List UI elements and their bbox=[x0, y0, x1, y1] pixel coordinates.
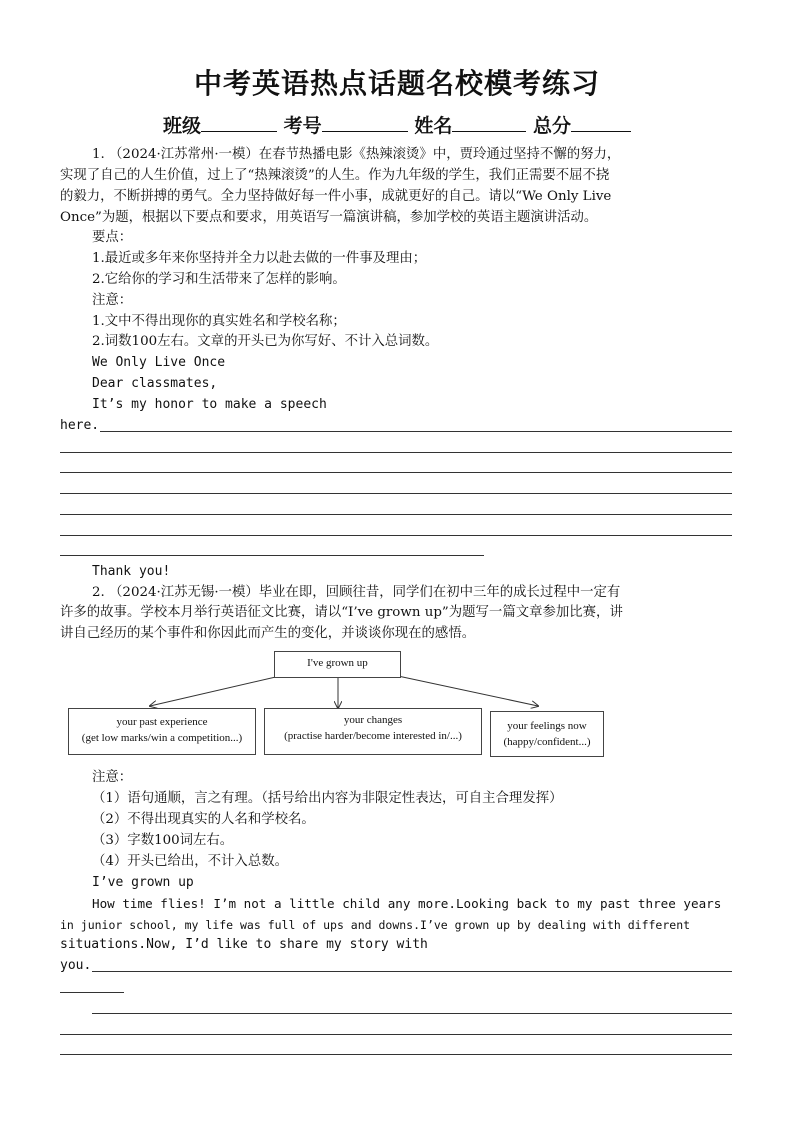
diagram-changes-box bbox=[264, 708, 482, 755]
q2-para-line3: situations.Now, I’d like to share my story with bbox=[60, 937, 428, 952]
q2-answer-line[interactable] bbox=[60, 1054, 732, 1055]
q1-answer-line[interactable] bbox=[60, 472, 732, 473]
q1-point-1: 1.最近或多年来你坚持并全力以赴去做的一件事及理由； bbox=[92, 251, 427, 266]
q1-here: here. bbox=[60, 418, 100, 433]
q1-answer-line[interactable] bbox=[60, 535, 732, 536]
q1-prompt-line1: 1. （2024·江苏常州·一模）在春节热播电影《热辣滚烫》中，贾玲通过坚持不懈的努力， bbox=[92, 147, 621, 162]
class-label: 班级 bbox=[163, 115, 202, 137]
diagram-past-title: your past experience bbox=[116, 716, 208, 728]
q1-essay-title: We Only Live Once bbox=[92, 355, 226, 370]
q2-note-3: （3）字数100词左右。 bbox=[92, 833, 234, 848]
name-blank[interactable] bbox=[452, 113, 526, 132]
q1-closing: Thank you! bbox=[92, 564, 171, 579]
diagram-changes-title: your changes bbox=[343, 714, 403, 726]
diagram-feelings-box bbox=[490, 711, 604, 757]
diagram-root-box bbox=[274, 651, 401, 678]
q1-note-2: 2.词数100左右。文章的开头已为你写好、不计入总词数。 bbox=[92, 334, 439, 349]
q2-essay-title: I’ve grown up bbox=[92, 875, 194, 890]
q1-notes-label: 注意： bbox=[92, 293, 133, 308]
q1-answer-line[interactable] bbox=[60, 452, 732, 453]
page-title: 中考英语热点话题名校模考练习 bbox=[193, 67, 600, 100]
name-label: 姓名 bbox=[414, 115, 453, 137]
student-info-row bbox=[0, 111, 794, 138]
q2-para-line1: How time flies! I’m not a little child any more.Looking back to my past three years bbox=[92, 896, 722, 911]
q1-opening: It’s my honor to make a speech bbox=[92, 397, 327, 412]
q1-prompt-line4: Once”为题，根据以下要点和要求，用英语写一篇演讲稿，参加学校的英语主题演讲活动。 bbox=[60, 210, 598, 225]
q1-point-2: 2.它给你的学习和生活带来了怎样的影响。 bbox=[92, 272, 346, 287]
q2-answer-line[interactable] bbox=[92, 971, 732, 972]
q1-prompt-line3: 的毅力，不断拼搏的勇气。全力坚持做好每一件小事，成就更好的自己。请以“We Only Live bbox=[60, 189, 612, 204]
q2-prompt-line3: 讲自己经历的某个事件和你因此而产生的变化，并谈谈你现在的感悟。 bbox=[60, 626, 476, 641]
number-blank[interactable] bbox=[322, 113, 408, 132]
q1-answer-line[interactable] bbox=[100, 431, 732, 432]
diagram-changes-sub: (practise harder/become interested in/...) bbox=[284, 730, 462, 742]
diagram-past-sub: (get low marks/win a competition...) bbox=[81, 732, 243, 744]
diagram-past-box bbox=[68, 708, 256, 755]
score-blank[interactable] bbox=[571, 113, 631, 132]
q1-answer-line[interactable] bbox=[60, 493, 732, 494]
q2-answer-line[interactable] bbox=[92, 1013, 732, 1014]
class-blank[interactable] bbox=[201, 113, 277, 132]
diagram-root-label: I've grown up bbox=[307, 657, 368, 669]
q1-note-1: 1.文中不得出现你的真实姓名和学校名称； bbox=[92, 314, 346, 329]
q1-prompt-line2: 实现了自己的人生价值，过上了“热辣滚烫”的人生。作为九年级的学生，我们正需要不屈不挠 bbox=[60, 168, 610, 183]
number-label: 考号 bbox=[283, 115, 322, 137]
q2-answer-line-short[interactable] bbox=[60, 992, 124, 993]
arrow-to-feelings bbox=[398, 676, 538, 706]
q2-you: you. bbox=[60, 958, 92, 973]
q1-answer-line-short[interactable] bbox=[60, 555, 484, 556]
q2-notes-label: 注意： bbox=[92, 770, 133, 785]
q2-note-1: （1）语句通顺，言之有理。（括号给出内容为非限定性表达，可自主合理发挥） bbox=[92, 791, 563, 806]
q2-prompt-line2: 许多的故事。学校本月举行英语征文比赛，请以“I’ve grown up”为题写一篇文章参加比赛，讲 bbox=[60, 605, 623, 620]
q1-points-label: 要点： bbox=[92, 230, 133, 245]
arrow-to-past bbox=[150, 676, 280, 706]
q2-prompt-line1: 2. （2024·江苏无锡·一模）毕业在即，回顾往昔，同学们在初中三年的成长过程中一定有 bbox=[92, 585, 621, 600]
q2-para-line2: in junior school, my life was full of ups and downs.I’ve grown up by dealing with different bbox=[60, 918, 691, 932]
diagram-feelings-sub: (happy/confident...) bbox=[503, 736, 591, 748]
q1-greeting: Dear classmates, bbox=[92, 376, 218, 391]
score-label: 总分 bbox=[532, 115, 571, 137]
q1-answer-line[interactable] bbox=[60, 514, 732, 515]
q2-note-2: （2）不得出现真实的人名和学校名。 bbox=[92, 812, 315, 827]
diagram-feelings-title: your feelings now bbox=[507, 720, 587, 732]
q2-note-4: （4）开头已给出，不计入总数。 bbox=[92, 854, 288, 869]
q2-answer-line[interactable] bbox=[60, 1034, 732, 1035]
